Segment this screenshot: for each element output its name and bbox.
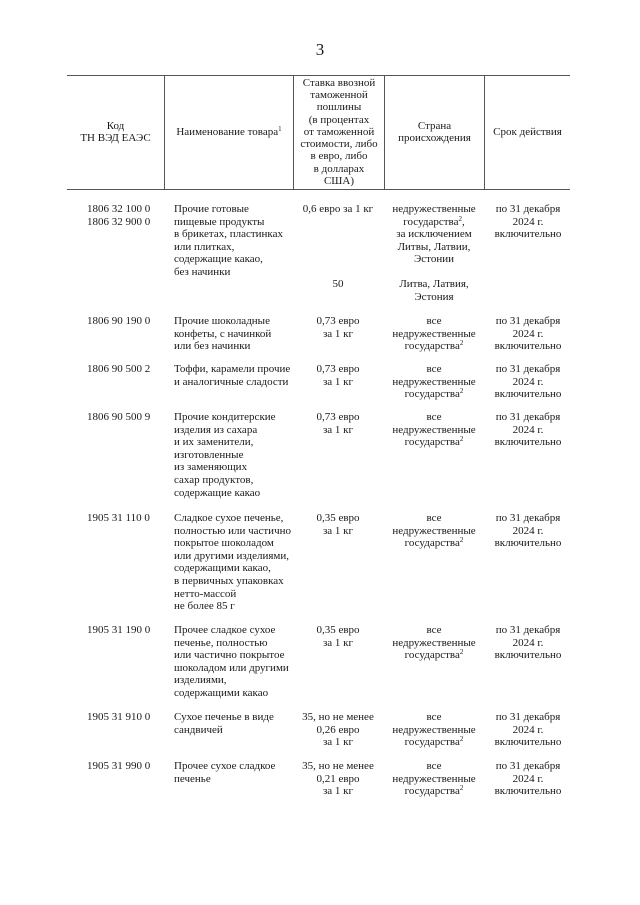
header-rate-line: от таможенной [303,125,375,138]
validity-term-line: по 31 декабря [495,512,561,524]
duty-rate-line: за 1 кг [322,423,354,436]
header-rate-line: в евро, либо [310,150,368,163]
product-name [174,760,292,785]
origin-country-line: государства$^2$ [404,339,464,353]
product-name [174,411,292,499]
header-country-line: происхождения [398,132,471,144]
origin-country [385,512,483,550]
header-code [67,75,164,189]
commodity-code [87,315,175,328]
commodity-code-line: 1806 32 900 0 [87,215,151,228]
validity-term [487,624,569,662]
validity-term [487,760,569,798]
duty-rate [293,315,383,340]
duty-rate-alt [293,278,383,291]
product-name-line: Тоффи, карамели прочие [174,363,291,375]
validity-term-line: по 31 декабря [495,315,561,327]
validity-term-line: по 31 декабря [495,411,561,423]
validity-term [487,203,569,241]
validity-term [487,315,569,353]
origin-country-line: недружественные [392,723,476,736]
header-code-line: ТН ВЭД ЕАЭС [80,132,151,144]
product-name-line: печенье, полностью [174,636,268,649]
origin-country-line: государства$^2$ [404,735,464,749]
commodity-code-line: 1806 32 100 0 [87,203,151,215]
origin-country-line: государства$^2$, [403,214,465,228]
commodity-code-line: 1905 31 110 0 [87,512,150,524]
product-name-line: не более 85 г [174,600,235,613]
validity-term-line: включительно [494,388,562,401]
validity-term-line: по 31 декабря [495,624,561,636]
origin-country-line: все [426,711,442,723]
product-name-line: Сладкое сухое печенье, [174,512,284,524]
header-country-line: Страна [417,119,452,132]
duty-rate [293,711,383,749]
product-name-line: Сухое печенье в виде [174,711,274,723]
duty-rate [293,512,383,537]
header-rate-line: Ставка ввозной [302,77,376,90]
header-country [385,75,484,189]
commodity-code [87,411,175,424]
product-name [174,363,292,388]
commodity-code [87,363,175,376]
header-rate-line: пошлины [316,101,362,114]
origin-country-line: государства$^2$ [404,387,464,401]
origin-country-line: все [426,760,442,772]
duty-rate-line: за 1 кг [322,524,354,537]
duty-rate-line: 0,21 евро [316,772,360,785]
duty-rate-line: 0,73 евро [316,315,360,327]
header-rate-line: таможенной [310,89,368,102]
origin-country-line: государства$^2$ [404,784,464,798]
validity-term-line: по 31 декабря [495,760,561,772]
validity-term-line: включительно [494,537,562,550]
product-name-line: Прочие шоколадные [174,315,270,327]
header-term-line: Срок действия [493,125,562,138]
commodity-code [87,203,175,228]
commodity-code-line: 1905 31 990 0 [87,760,151,772]
validity-term-line: включительно [494,785,562,798]
validity-term-line: 2024 г. [512,423,544,436]
product-name-line: или другими изделиями, [174,549,290,562]
product-name-line: Прочее сладкое сухое [174,624,276,636]
commodity-code-line: 1905 31 910 0 [87,711,151,723]
origin-country [385,203,483,266]
product-name-line: содержащие какао [174,486,261,499]
origin-country [385,315,483,353]
validity-term-line: включительно [494,736,562,749]
validity-term [487,363,569,401]
duty-rate [293,203,383,216]
product-name-line: шоколадом или другими [174,661,289,674]
origin-country-line: недружественные [392,423,476,436]
product-name-line: из заменяющих [174,461,248,474]
duty-rate-line: 35, но не менее [302,760,374,772]
product-name-line: и аналогичные сладости [174,375,289,388]
origin-country-line: за исключением [396,228,472,241]
origin-country [385,363,483,401]
commodity-code [87,760,175,773]
origin-country-line: все [426,363,442,375]
header-name [165,75,293,189]
product-name [174,711,292,736]
duty-rate-line: 0,35 евро [316,624,360,636]
header-rate-line: США) [323,174,355,187]
validity-term [487,411,569,449]
origin-country-alt-line: Литва, Латвия, [399,278,469,290]
duty-rate-line: 0,26 евро [316,723,360,736]
validity-term-line: 2024 г. [512,524,544,537]
validity-term-line: 2024 г. [512,375,544,388]
product-name-line: содержащими какао, [174,562,271,575]
origin-country-line: недружественные [392,772,476,785]
product-name-line: полностью или частично [174,524,291,537]
commodity-code-line: 1806 90 190 0 [87,315,151,327]
product-name-line: печенье [174,772,211,785]
validity-term-line: 2024 г. [512,215,544,228]
commodity-code [87,711,175,724]
validity-term-line: по 31 декабря [495,203,561,215]
origin-country-line: Литвы, Латвии, [397,240,471,253]
origin-country-line: недружественные [392,203,476,215]
commodity-code [87,512,175,525]
validity-term-line: 2024 г. [512,327,544,340]
validity-term [487,512,569,550]
origin-country-line: государства$^2$ [404,536,464,550]
product-name-line: изделия из сахара [174,423,258,436]
origin-country-alt-line: Эстония [414,290,454,303]
origin-country-alt [385,278,483,303]
product-name [174,203,292,279]
product-name-line: содержащие какао, [174,253,263,266]
header-rate [294,75,384,189]
duty-rate-alt-line: 50 [332,278,344,290]
header-rate-line: (в процентах [308,113,370,126]
duty-rate [293,624,383,649]
product-name-line: конфеты, с начинкой [174,327,272,340]
validity-term-line: 2024 г. [512,772,544,785]
duty-rate-line: за 1 кг [322,375,354,388]
origin-country-line: недружественные [392,327,476,340]
product-name-line: Прочее сухое сладкое [174,760,276,772]
header-rate-line: стоимости, либо [300,138,378,151]
product-name-line: нетто-массой [174,587,237,600]
origin-country [385,760,483,798]
origin-country-line: все [426,512,442,524]
origin-country [385,411,483,449]
product-name-line: в первичных упаковках [174,574,284,587]
validity-term [487,711,569,749]
table-header-rule [67,189,570,190]
origin-country-line: все [426,411,442,423]
commodity-code-line: 1806 90 500 2 [87,363,151,375]
duty-rate-line: 35, но не менее [302,711,374,723]
duty-rate [293,760,383,798]
product-name-line: сахар продуктов, [174,473,254,486]
validity-term-line: 2024 г. [512,636,544,649]
product-name-line: содержащими какао [174,686,269,699]
commodity-code [87,624,175,637]
header-code-line: Код [106,119,125,132]
product-name-line: или частично покрытое [174,649,285,662]
product-name [174,315,292,353]
origin-country-line: все [426,624,442,636]
origin-country-line: недружественные [392,636,476,649]
product-name [174,624,292,700]
page-number: 3 [315,40,325,59]
product-name-line: Прочие готовые [174,203,249,215]
duty-rate-line: 0,73 евро [316,411,360,423]
product-name-line: сандвичей [174,723,223,736]
product-name-line: или без начинки [174,340,251,353]
duty-rate [293,363,383,388]
product-name-line: или плитках, [174,240,235,253]
origin-country [385,711,483,749]
product-name-line: и их заменители, [174,436,254,449]
origin-country-line: все [426,315,442,327]
product-name-line: изготовленные [174,448,244,461]
duty-rate-line: за 1 кг [322,636,354,649]
product-name-line: Прочие кондитерские [174,411,276,423]
duty-rate-line: 0,6 евро за 1 кг [302,203,374,215]
duty-rate [293,411,383,436]
product-name-line: изделиями, [174,674,227,687]
product-name [174,512,292,613]
product-name-line: пищевые продукты [174,215,265,228]
origin-country-line: государства$^2$ [404,435,464,449]
product-name-line: в брикетах, пластинках [174,228,283,241]
duty-rate-line: за 1 кг [322,785,354,798]
product-name-line: покрытое шоколадом [174,537,274,550]
validity-term-line: включительно [494,436,562,449]
origin-country-line: Эстонии [414,253,454,266]
validity-term-line: включительно [494,649,562,662]
validity-term-line: по 31 декабря [495,711,561,723]
header-name-line: Наименование товара$^1$ [176,124,282,138]
validity-term-line: 2024 г. [512,723,544,736]
product-name-line: без начинки [174,265,231,278]
header-rate-line: в долларах [313,162,365,175]
duty-rate-line: за 1 кг [322,736,354,749]
validity-term-line: по 31 декабря [495,363,561,375]
origin-country-line: недружественные [392,375,476,388]
validity-term-line: включительно [494,340,562,353]
origin-country-line: недружественные [392,524,476,537]
duty-rate-line: 0,35 евро [316,512,360,524]
duty-rate-line: 0,73 евро [316,363,360,375]
validity-term-line: включительно [494,228,562,241]
origin-country [385,624,483,662]
commodity-code-line: 1806 90 500 9 [87,411,151,423]
header-term [485,75,570,189]
origin-country-line: государства$^2$ [404,648,464,662]
commodity-code-line: 1905 31 190 0 [87,624,151,636]
duty-rate-line: за 1 кг [322,327,354,340]
